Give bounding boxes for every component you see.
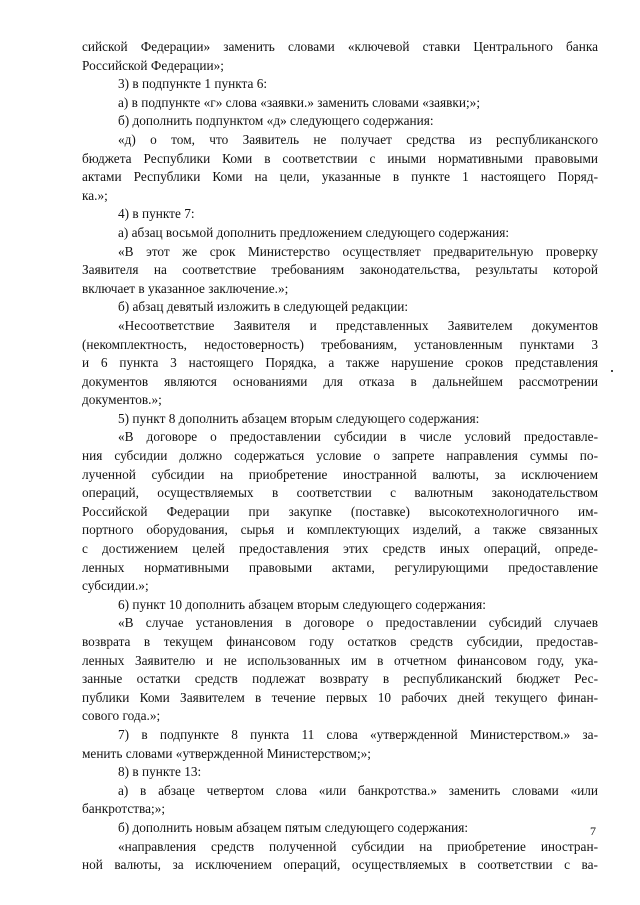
text-line: портного оборудования, сырья и комплектующих изделий, а также связанных <box>82 522 598 538</box>
text-line: сового года.»; <box>82 708 161 724</box>
text-line: с достижением целей предоставления этих средств иных операций, опреде- <box>82 541 598 557</box>
text-line: ной валюты, за исключением операций, осуществляемых в соответствии с ва- <box>82 857 598 873</box>
text-line: публики Коми Заявителем в течение первых 10 рабочих дней текущего финан- <box>82 689 598 705</box>
document-body <box>82 38 598 875</box>
text-line: 4) в пункте 7: <box>118 206 195 222</box>
text-line: (некомплектность, недостоверность) требованиям, установленным пунктами 3 <box>82 336 598 352</box>
text-line: документов.»; <box>82 392 162 408</box>
text-line: «В договоре о предоставлении субсидии в числе условий предоставле- <box>118 429 598 445</box>
text-line: бюджета Республики Коми в соответствии с иными нормативными правовыми <box>82 150 598 166</box>
text-line: ленных Заявителю и не использованных им в отчетном финансовом году, ука- <box>82 652 598 668</box>
text-line: 5) пункт 8 дополнить абзацем вторым следующего содержания: <box>118 410 480 426</box>
text-line: ленных нормативными правовыми актами, регулирующими предоставление <box>82 559 598 575</box>
text-line: документов являются основаниями для отказа в дальнейшем рассмотрении <box>82 373 598 389</box>
page-number: 7 <box>590 824 596 838</box>
text-line: менить словами «утвержденной Министерством;»; <box>82 745 372 761</box>
text-line: и 6 пункта 3 настоящего Порядка, а также нарушение сроков представления <box>82 355 598 371</box>
text-line: 7) в подпункте 8 пункта 11 слова «утвержденной Министерством.» за- <box>118 726 598 742</box>
text-line: занные остатки средств подлежат возврату в республиканский бюджет Рес- <box>82 671 598 687</box>
text-line: 3) в подпункте 1 пункта 6: <box>118 76 268 92</box>
text-line: «В случае установления в договоре о предоставлении субсидий случаев <box>118 615 598 631</box>
text-line: а) абзац восьмой дополнить предложением следующего содержания: <box>118 224 510 240</box>
text-line: а) в абзаце четвертом слова «или банкротства.» заменить словами «или <box>118 782 598 798</box>
text-line: а) в подпункте «г» слова «заявки.» заменить словами «заявки;»; <box>118 94 481 110</box>
text-line: 8) в пункте 13: <box>118 764 202 780</box>
text-line: 6) пункт 10 дополнить абзацем вторым следующего содержания: <box>118 596 486 612</box>
text-line: «В этот же срок Министерство осуществляет предварительную проверку <box>118 243 598 259</box>
text-line: Заявителя на соответствие требованиям законодательства, результаты которой <box>82 262 598 278</box>
text-line: сийской Федерации» заменить словами «ключевой ставки Центрального банка <box>82 39 598 54</box>
text-line: операций, осуществляемых в соответствии с валютным законодательством <box>82 485 598 501</box>
text-line: Российской Федерации»; <box>82 57 224 73</box>
text-line: Российской Федерации при закупке (поставке) высокотехнологичного им- <box>82 503 598 519</box>
text-line: «направления средств полученной субсидии на приобретение иностран- <box>118 838 598 854</box>
scan-speck <box>611 370 613 372</box>
text-line: ка.»; <box>82 187 108 203</box>
text-line: ния субсидии должно содержаться условие о запрете направления суммы по- <box>82 448 598 464</box>
text-line: лученной субсидии на приобретение иностранной валюты, за исключением <box>82 466 598 482</box>
text-line: «д) о том, что Заявитель не получает средства из республиканского <box>118 131 598 147</box>
text-line: б) абзац девятый изложить в следующей редакции: <box>118 299 409 315</box>
text-line: б) дополнить подпунктом «д» следующего содержания: <box>118 113 434 129</box>
text-line: б) дополнить новым абзацем пятым следующего содержания: <box>118 819 469 835</box>
text-line: включает в указанное заключение.»; <box>82 280 289 296</box>
text-line: банкротства;»; <box>82 801 166 817</box>
text-line: актами Республики Коми на цели, указанные в пункте 1 настоящего Поряд- <box>82 169 598 185</box>
text-line: возврата в текущем финансовом году остатков средств субсидии, предостав- <box>82 634 598 649</box>
text-line: «Несоответствие Заявителя и представленных Заявителем документов <box>118 317 598 333</box>
text-line: субсидии.»; <box>82 578 149 594</box>
